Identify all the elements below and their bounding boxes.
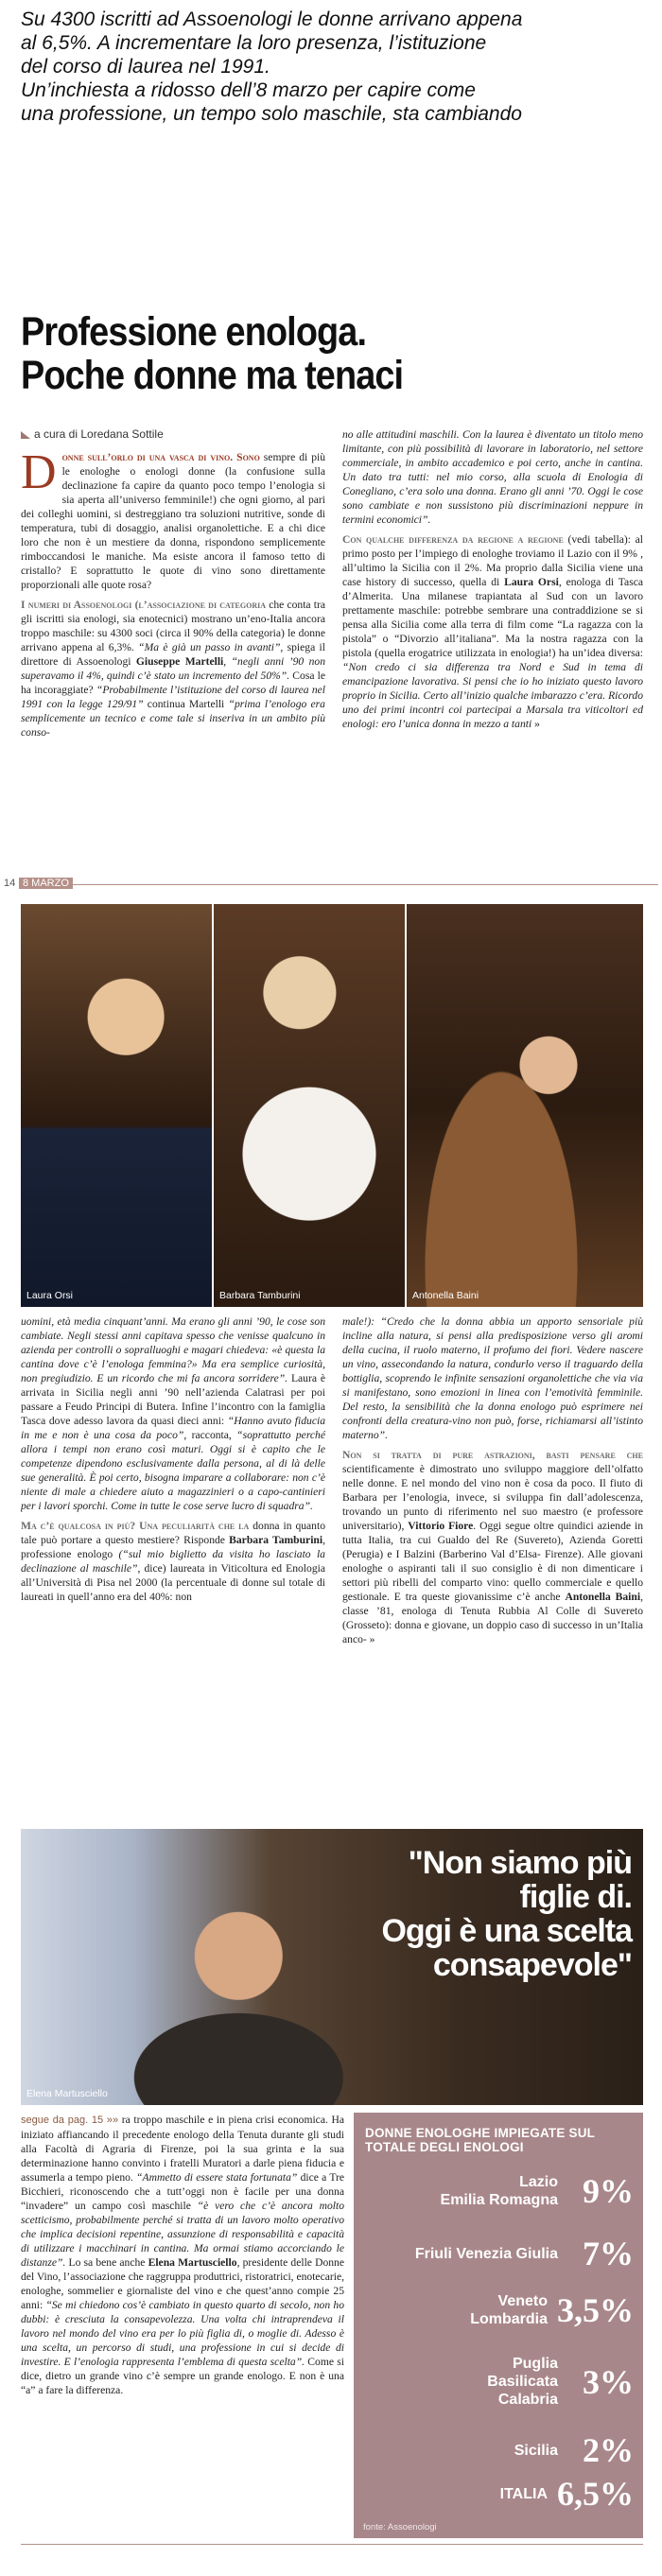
body-text: continua Martelli <box>143 698 229 710</box>
table-row <box>354 2292 634 2328</box>
percentage-value: 9% <box>583 2172 634 2210</box>
headline-line: Professione enologa. <box>21 309 367 355</box>
photo-barbara-tamburini <box>214 904 405 1307</box>
stats-table-box <box>354 2113 643 2538</box>
paragraph <box>342 1448 643 1646</box>
continued-from-label: segue da pag. 15 »» <box>21 2115 119 2126</box>
photo-elena-martusciello <box>21 1829 643 2105</box>
page-marker <box>4 878 658 891</box>
region-label: Puglia Basilicata Calabria <box>487 2356 558 2408</box>
body-text: donna in quanto tale può portare a questo mestiere? Risponde <box>21 1520 325 1546</box>
body-text: (vedi tabella): al primo posto per l’impiego di enologhe troviamo il Lazio con il 9% , all’ultimo la Sicilia con il 2%. Ma proprio dalla Sicilia viene una case history di successo, quella di <box>342 533 643 588</box>
lead-in-caps: onne sull’orlo di una vasca di vino. Sono <box>61 451 260 463</box>
region-label: Veneto Lombardia <box>470 2293 548 2327</box>
photo-caption: Antonella Baini <box>412 1290 479 1301</box>
paragraph <box>21 1314 325 1513</box>
bottom-divider <box>21 2544 643 2545</box>
region-label: Sicilia <box>514 2442 558 2459</box>
article-column-4 <box>342 1314 643 1823</box>
quote-text: “Ammetto di essere stata fortunata” <box>136 2171 298 2184</box>
section-lead-in: Ma c’è qualcosa in più? Una peculiarità che la <box>21 1520 250 1532</box>
body-text: spiega il direttore di Assoenologi <box>21 641 325 668</box>
article-column-3 <box>21 1314 325 1823</box>
body-text: Come si dice, dietro un grande vino c’è sempre un grande enologo. E non è una “a” a fare la differenza. <box>21 2356 344 2396</box>
region-label: Lazio Emilia Romagna <box>440 2174 558 2208</box>
quote-text: uomini, età media cinquant’anni. Ma erano gli anni ’90, le cose son cambiate. Negli stessi anni capitava spesso che venisse qualcuno in azienda per controlli o sopralluoghi e magari chiedeva: «è questa la cantina dove c’è l’enologa femmina?» Ma era semplice curiosità, non pregiudizio. E un ricordo che mi fa ancora sorridere”. <box>21 1315 325 1384</box>
percentage-value: 3% <box>583 2362 634 2401</box>
author-byline <box>21 427 164 441</box>
pull-quote <box>348 1846 632 1982</box>
quote-text: “soprattutto perché allora i tempi non erano così maturi. Oggi si è capito che le competenze dipendono esclusivamente dalla persona, al di là delle sue generalità. È poi certo, bisogna imparare a collaborare: non c’è niente di male a chiedere aiuto a magazzinieri o a capo-cantinieri per i lavori sporchi. Come in tutte le cose serve lucro di squadra”. <box>21 1429 325 1512</box>
percentage-value: 2% <box>583 2431 634 2469</box>
continue-marker: » <box>534 718 540 730</box>
triangle-marker-icon <box>21 431 30 439</box>
article-column-5 <box>21 2113 344 2538</box>
quote-text: “Probabilmente l’istituzione del corso di laurea nel 1991 con la legge 129/91” <box>21 684 325 710</box>
person-name: Giuseppe Martelli <box>135 655 224 668</box>
intro-line: al 6,5%. A incrementare la loro presenza, l’istituzione <box>21 32 487 54</box>
intro-line: Un’inchiesta a ridosso dell’8 marzo per capire come <box>21 79 476 101</box>
percentage-value: 6,5% <box>557 2475 634 2513</box>
intro-line: del corso di laurea nel 1991. <box>21 56 270 78</box>
pull-quote-line: consapevole" <box>432 1947 632 1983</box>
table-row <box>354 2236 634 2271</box>
intro-line: Su 4300 iscritti ad Assoenologi le donne arrivano appena <box>21 9 523 30</box>
article-column-2 <box>342 427 643 874</box>
quote-text: no alle attitudini maschili. Con la laurea è diventato un titolo meno limitante, con più possibilità di lavorare in laboratorio, nel settore commerciale, in ambito accademico e poi certo, anche in cantina. Un dato tra tutti: nel mio corso, alla scuola di Enologia di Conegliano, c’era solo una donna. Erano gli anni ’70. Oggi le cose sono cambiate e non sussistono più discriminazioni neppure in termini economici”. <box>342 428 643 526</box>
body-text: , classe ’81, enologa di Tenuta Rubbia Al Colle di Suvereto (Grosseto): donna e giovane, un doppio caso di successo in un’Italia anco- <box>342 1591 643 1645</box>
quote-text: “prima l’enologo era semplicemente un tecnico e come tale si inseriva in un ambito più conso- <box>21 698 325 739</box>
percentage-value: 3,5% <box>557 2291 634 2329</box>
body-text: . Oggi segue oltre quindici aziende in tutta Italia, tra cui Gualdo del Re (Suvereto), Azienda Goretti (Perugia) e I Balzini (Barberino Val d’Elsa- Firenze). Alle giovani enologhe o aspiranti tali il suo consiglio è di non dimenticare i settori più ribelli del comparto vino: quello commerciale e quello gestionale. E tra queste giovanissime c’è anche <box>342 1520 643 1603</box>
paragraph <box>21 450 325 592</box>
quote-text: “Ma è già un passo in avanti”, <box>138 641 284 653</box>
photo-caption: Laura Orsi <box>26 1290 74 1301</box>
body-text: che conta tra gli iscritti sia enologi, sia enotecnici) mostrano un’eno-Italia ancora troppo maschile: su 4300 soci (circa il 90% della categoria) le donne arrivano appena al 6,3%. <box>21 599 325 653</box>
body-text: , professione enologo <box>21 1534 325 1560</box>
quote-text: “negli anni ’90 non superavamo il 4%, quindi c’è stato un incremento del 50%”. <box>21 655 325 682</box>
intro-deck <box>21 8 645 126</box>
article-headline <box>21 310 570 397</box>
body-text: scientificamente è dimostrato uno sviluppo maggiore dell’olfatto nelle donne. E nel mondo del vino non è cosa da poco. Il fiuto di Barbara per l’enologia, invece, si sviluppa fin dall’adolescenza, trovando un punto di riferimento nel suo maestro (e professore universitario), <box>342 1463 643 1532</box>
person-name: Elena Martusciello <box>148 2256 237 2269</box>
table-row <box>354 2173 634 2209</box>
author-text: a cura di Loredana Sottile <box>34 427 164 441</box>
table-row <box>354 2432 634 2468</box>
paragraph <box>21 1519 325 1604</box>
body-text: sempre di più le enologhe o enologi donne (la confusione sulla declinazione fa capire da quanto poco tempo l’enologia si sia aperta all’universo femminile!) che ogni giorno, al pari dei colleghi uomini, si destreggiano tra soluzioni nutritive, sonde di temperatura, tubi di dosaggio, analisi organolettiche. E a chi dice loro che non è un mestiere da donna, rispondono semplicemente rimboccandosi le maniche. Ma esiste ancora il famoso tetto di cristallo? E soprattutto le quote di vino sono direttamente proporzionali alle quote rosa? <box>21 451 325 591</box>
person-name: Barbara Tamburini <box>229 1534 323 1546</box>
region-label: Friuli Venezia Giulia <box>414 2245 558 2262</box>
quote-text: “è vero che c’è ancora molto scetticismo, probabilmente perché si tratta di un lavoro molto operativo che implica decisioni repentine, assunzione di responsabilità e capacità di utilizzare i macchinari in cantina. Ma ormai stiamo accorciando le distanze”. <box>21 2200 344 2269</box>
photo-laura-orsi <box>21 904 212 1307</box>
divider <box>70 884 658 885</box>
section-lead-in: Con qualche differenza da regione a regione <box>342 533 564 546</box>
photo-caption: Elena Martusciello <box>26 2088 108 2099</box>
body-text: Lo sa bene anche <box>65 2256 148 2269</box>
pull-quote-line: "Non siamo più <box>408 1845 632 1881</box>
continue-marker: » <box>369 1633 375 1645</box>
table-row <box>354 2476 634 2512</box>
quote-text: “Se mi chiedono cos’è cambiato in questo quarto di secolo, non ho dubbi: è cresciuta la consapevolezza. Una volta chi intraprendeva il lavoro nel mondo del vino era per lo più figlia di, o moglie di. Adesso è una scelta, un percorso di studi, una professione in cui si decide di investire. E l’enologia rappresenta l’emblema di questa scelta”. <box>21 2299 344 2368</box>
intro-line: una professione, un tempo solo maschile, sta cambiando <box>21 103 522 125</box>
pull-quote-line: figlie di. <box>519 1879 632 1915</box>
paragraph <box>342 532 643 731</box>
table-title: DONNE ENOLOGHE IMPIEGATE SUL TOTALE DEGLI ENOLOGI <box>365 2126 595 2154</box>
page-number: 14 <box>4 878 16 889</box>
drop-cap: D <box>21 450 57 499</box>
body-text: , presidente delle Donne del Vino, l’associazione che raggruppa produttrici, ristoratrici, enotecarie, enologhe, sommelier e giornaliste del vino e che quest’anno compie 25 anni: <box>21 2256 344 2311</box>
person-name: Laura Orsi <box>504 576 559 588</box>
headline-line: Poche donne ma tenaci <box>21 353 404 398</box>
quote-text: (“sul mio biglietto da visita ho lasciato la declinazione al maschile” <box>21 1548 325 1575</box>
section-date-tag: 8 MARZO <box>19 878 73 889</box>
body-text: , dice) laureata in Viticoltura ed Enologia all’Università di Pisa nel 2000 (la percentuale di donne sul totale di laureati in quell’anno era del 40%: non <box>21 1562 325 1603</box>
table-row <box>354 2355 634 2409</box>
quote-text: “Non credo ci sia differenza tra Nord e Sud in tema di emancipazione lavorativa. Si pensi che io ho iniziato questo lavoro proprio in Sicilia. Certo all’inizio qualche imbarazzo c’era. Ricordo uno dei primi incontri coi partecipai a Marsala tra viticoltori ed enologi: ero l’unica donna in mezzo a tanti <box>342 661 643 730</box>
article-column-1 <box>21 450 325 874</box>
percentage-value: 7% <box>583 2235 634 2272</box>
section-lead-in: I numeri di Assoenologi (l’associazione di categoria <box>21 599 266 611</box>
table-source: fonte: Assoenologi <box>363 2522 437 2532</box>
body-text: dice a Tre Bicchieri, riconoscendo che a tutt’oggi non è facile per una donna “invadere” un campo così maschile <box>21 2171 344 2212</box>
person-name: Vittorio Fiore <box>408 1520 474 1532</box>
paragraph <box>342 1314 643 1442</box>
section-lead-in: Non si tratta di pure astrazioni, basti pensare che <box>342 1449 643 1461</box>
body-text: , racconta, <box>183 1429 237 1441</box>
photo-antonella-baini <box>407 904 643 1307</box>
body-text: , <box>223 655 232 668</box>
body-text: Laura è arrivata in Sicilia negli anni ’90 nell’azienda Calatrasi per poi passare a Feudo Principi di Butera. Infine l’incontro con la famiglia Tasca dove adesso lavora da quasi dieci anni: <box>21 1372 325 1427</box>
paragraph <box>342 427 643 527</box>
pull-quote-line: Oggi è una scelta <box>381 1913 632 1949</box>
body-text: Cosa le ha incoraggiate? <box>21 670 325 696</box>
paragraph <box>21 2113 344 2397</box>
person-name: Antonella Baini <box>565 1591 641 1603</box>
body-text: ra troppo maschile e in piena crisi economica. Ha iniziato affiancando il precedente enologo della Tenuta durante gli studi alla Facoltà di Agraria di Firenze, poi la sua grinta e la sua determinazione hanno convinto i fratelli Muratori a darle piena fiducia e assumerla a tempo pieno. <box>21 2114 344 2184</box>
photo-caption: Barbara Tamburini <box>219 1290 301 1301</box>
region-label: ITALIA <box>499 2485 548 2502</box>
quote-text: “Hanno avuto fiducia in me e non è una cosa da poco” <box>21 1415 325 1441</box>
body-text: , enologa di Tasca d’Almerita. Una milanese trapiantata al Sud con un lavoro prettamente maschile: potrebbe sembrare una contraddizione se si pensa alla Sicilia come alla terra di film come “La ragazza con la pistola” o “Divorzio all’italiana”. Ma la nostra ragazza con la pistola (quella erogatrice utilizzata in enologia!) ha un’idea diversa: <box>342 576 643 659</box>
quote-text: male!): “Credo che la donna abbia un apporto sensoriale più incline alla natura, si pensi alla predisposizione verso gli aromi della cucina, il ruolo materno, il profumo dei fiori. Vedere nascere un vino, assecondando la natura, condurlo verso il traguardo della bottiglia, scoprendo le infinite sensazioni organolettiche che via via si manifestano, sono emozioni in linea con l’emotività femminile. Del resto, la sensibilità che la donna enologo può esprimere nei confronti della creatura-vino non può, forse, richiamarsi all’istinto materno”. <box>342 1315 643 1441</box>
paragraph <box>21 598 325 740</box>
